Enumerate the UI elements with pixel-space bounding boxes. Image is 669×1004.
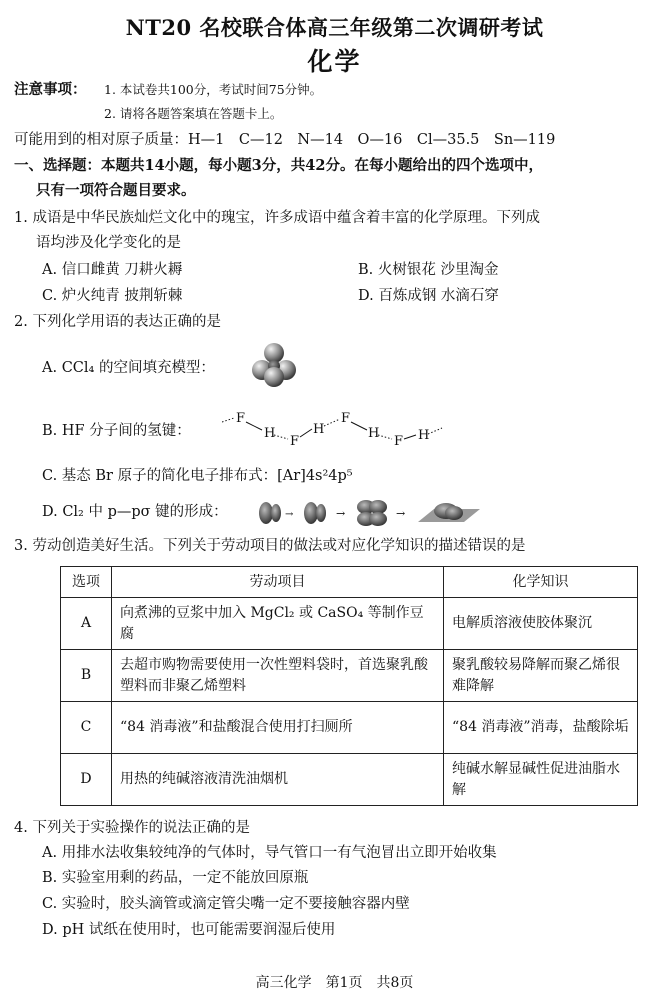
q1-option-b: B. 火树银花 沙里淘金 <box>358 262 499 278</box>
notes-label: 注意事项： <box>14 81 87 98</box>
q1-option-a: A. 信口雌黄 刀耕火耨 <box>42 262 183 278</box>
q2-option-d: D. Cl₂ 中 p—pσ 键的形成： <box>42 504 228 520</box>
table-header-row <box>61 567 638 598</box>
page-footer: 高三化学 第1页 共8页 <box>255 975 414 991</box>
table-header-labor-item: 劳动项目 <box>112 567 444 598</box>
atomic-masses: 可能用到的相对原子质量：H—1 C—12 N—14 O—16 Cl—35.5 Sn—119 <box>14 132 556 148</box>
notes-item-1: 1. 本试卷共100分，考试时间75分钟。 <box>104 82 323 97</box>
row-d-chem-knowledge: 纯碱水解显碱性促进油脂水解 <box>444 754 638 806</box>
table-row <box>61 754 638 806</box>
table-header-option: 选项 <box>61 567 112 598</box>
svg-text:→: → <box>396 507 406 520</box>
hf-label-f1: F <box>236 411 246 426</box>
table-header-chem-knowledge: 化学知识 <box>444 567 638 598</box>
row-d-labor-item: 用热的纯碱溶液清洗油烟机 <box>112 754 444 806</box>
q2-option-a: A. CCl₄ 的空间填充模型： <box>42 360 215 376</box>
row-c-chem-knowledge: “84 消毒液”消毒，盐酸除垢 <box>444 702 638 754</box>
row-a-labor-item: 向煮沸的豆浆中加入 MgCl₂ 或 CaSO₄ 等制作豆腐 <box>112 598 444 650</box>
q2-stem: 2. 下列化学用语的表达正确的是 <box>14 314 221 330</box>
section-heading-1: 一、选择题：本题共14小题，每小题3分，共42分。在每小题给出的四个选项中， <box>14 157 543 174</box>
q4-option-a: A. 用排水法收集较纯净的气体时，导气管口一有气泡冒出立即开始收集 <box>42 845 497 861</box>
q2-option-b: B. HF 分子间的氢键： <box>42 423 191 439</box>
hf-label-h2: H <box>313 422 325 437</box>
q3-table <box>60 566 638 806</box>
q2-option-c: C. 基态 Br 原子的简化电子排布式：[Ar]4s²4p⁵ <box>42 468 353 484</box>
hf-label-h1: H <box>264 426 276 441</box>
row-a-option: A <box>61 598 112 650</box>
q1-option-d: D. 百炼成钢 水滴石穿 <box>358 288 499 304</box>
q4-option-c: C. 实验时，胶头滴管或滴定管尖嘴一定不要接触容器内壁 <box>42 896 410 912</box>
hf-label-h4: H <box>418 428 430 443</box>
row-c-labor-item: “84 消毒液”和盐酸混合使用打扫厕所 <box>112 702 444 754</box>
p-p-sigma-bond-formation-image <box>258 498 480 528</box>
q1-stem-line1: 1. 成语是中华民族灿烂文化中的瑰宝，许多成语中蕴含着丰富的化学原理。下列成 <box>14 210 540 226</box>
row-c-option: C <box>61 702 112 754</box>
table-row <box>61 702 638 754</box>
q3-stem: 3. 劳动创造美好生活。下列关于劳动项目的做法或对应化学知识的描述错误的是 <box>14 538 526 554</box>
svg-text:→: → <box>285 509 294 520</box>
row-a-chem-knowledge: 电解质溶液使胶体聚沉 <box>444 598 638 650</box>
row-b-option: B <box>61 650 112 702</box>
notes-item-2: 2. 请将各题答案填在答题卡上。 <box>104 106 283 121</box>
q4-option-b: B. 实验室用剩的药品，一定不能放回原瓶 <box>42 870 309 886</box>
q4-stem: 4. 下列关于实验操作的说法正确的是 <box>14 820 250 836</box>
section-heading-2: 只有一项符合题目要求。 <box>36 182 196 199</box>
q4-option-d: D. pH 试纸在使用时，也可能需要润湿后使用 <box>42 922 336 938</box>
row-b-chem-knowledge: 聚乳酸较易降解而聚乙烯很难降解 <box>444 650 638 702</box>
hf-label-h3: H <box>368 426 380 441</box>
q1-option-c: C. 炉火纯青 披荆斩棘 <box>42 288 183 304</box>
row-b-labor-item: 去超市购物需要使用一次性塑料袋时，首选聚乳酸塑料而非聚乙烯塑料 <box>112 650 444 702</box>
hf-label-f3: F <box>341 411 351 426</box>
hf-label-f4: F <box>394 434 404 448</box>
q1-stem-line2: 语均涉及化学变化的是 <box>36 235 181 251</box>
row-d-option: D <box>61 754 112 806</box>
exam-title: NT20 名校联合体高三年级第二次调研考试 <box>125 15 544 40</box>
table-row <box>61 650 638 702</box>
hf-hydrogen-bond-image <box>222 408 444 448</box>
table-row <box>61 598 638 650</box>
svg-text:→: → <box>336 507 346 520</box>
subject-title: 化学 <box>307 47 362 76</box>
hf-label-f2: F <box>290 434 300 448</box>
ccl4-space-filling-model-image <box>252 342 296 388</box>
